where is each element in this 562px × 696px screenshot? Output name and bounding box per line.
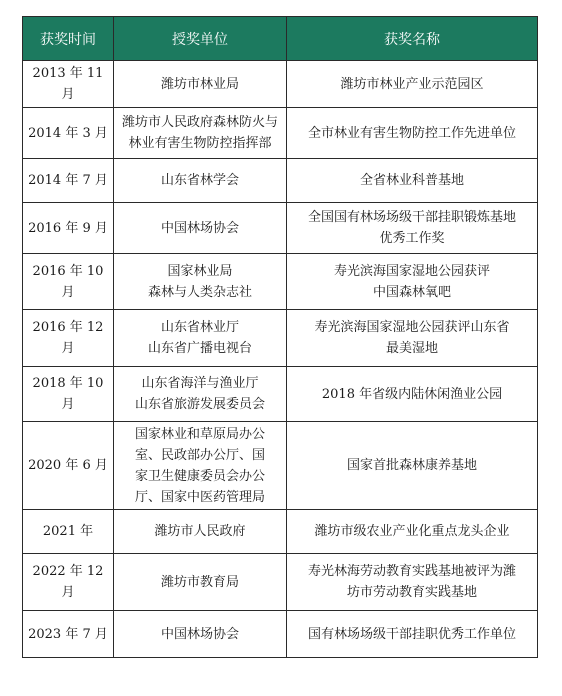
- awards-table: [22, 16, 538, 658]
- award-name-cell-line: 寿光滨海国家湿地公园获评: [333, 263, 490, 279]
- awarding-unit-cell-line: 厅、国家中医药管理局: [134, 489, 265, 505]
- award-time-cell: 2013 年 11 月: [23, 61, 114, 108]
- award-name-cell-line: 国家首批森林康养基地: [346, 458, 477, 473]
- award-name-cell: [287, 159, 538, 203]
- award-name-cell: [287, 108, 538, 159]
- awarding-unit-cell-line: 山东省林业厅: [160, 320, 239, 335]
- award-name-cell-line: 2018 年省级内陆休闲渔业公园: [321, 386, 503, 402]
- award-name-cell-line: 最美湿地: [385, 341, 438, 356]
- awarding-unit-cell-line: 森林与人类杂志社: [147, 284, 252, 300]
- awarding-unit-cell-line: 山东省旅游发展委员会: [134, 397, 265, 412]
- table-row: [23, 554, 538, 611]
- table-row: [23, 203, 538, 254]
- table-row: [23, 367, 538, 422]
- table-header-row: [23, 17, 538, 61]
- awarding-unit-cell-line: 山东省海洋与渔业厅: [141, 376, 259, 391]
- awarding-unit-cell: [114, 510, 287, 554]
- table-body: [23, 61, 538, 658]
- awarding-unit-cell-line: 山东省广播电视台: [147, 341, 252, 356]
- award-time-cell: 2021 年: [23, 510, 114, 554]
- award-time-cell: 2016 年 12 月: [23, 310, 114, 367]
- table-row: [23, 61, 538, 108]
- award-name-cell-line: 中国森林氧吧: [372, 284, 451, 300]
- awarding-unit-cell-line: 室、民政部办公厅、国: [134, 447, 265, 463]
- awarding-unit-cell-line: 国家林业局: [167, 263, 233, 279]
- award-time-cell: 2020 年 6 月: [23, 422, 114, 510]
- award-name-cell-line: 国有林场场级干部挂职优秀工作单位: [307, 626, 516, 642]
- header-award-time: 获奖时间: [23, 17, 114, 61]
- award-time-cell: 2023 年 7 月: [23, 611, 114, 658]
- award-name-cell-line: 寿光林海劳动教育实践基地被评为潍: [307, 564, 516, 579]
- award-time-cell: 2016 年 9 月: [23, 203, 114, 254]
- awarding-unit-cell: [114, 367, 287, 422]
- award-time-cell: 2018 年 10 月: [23, 367, 114, 422]
- award-name-cell-line: 潍坊市级农业产业化重点龙头企业: [314, 524, 510, 539]
- award-name-cell: [287, 422, 538, 510]
- awarding-unit-cell-line: 山东省林学会: [160, 173, 239, 188]
- awarding-unit-cell-line: 国家林业和草原局办公: [134, 426, 265, 442]
- awarding-unit-cell: [114, 554, 287, 611]
- award-name-cell: [287, 254, 538, 310]
- awarding-unit-cell-line: 家卫生健康委员会办公: [134, 468, 265, 484]
- award-name-cell-line: 寿光滨海国家湿地公园获评山东省: [314, 320, 510, 335]
- award-name-cell-line: 全国国有林场场级干部挂职锻炼基地: [307, 210, 516, 225]
- header-awarding-unit: 授奖单位: [114, 17, 287, 61]
- award-time-cell: 2022 年 12 月: [23, 554, 114, 611]
- awarding-unit-cell-line: 潍坊市人民政府森林防火与: [121, 115, 278, 130]
- table-row: [23, 159, 538, 203]
- awarding-unit-cell: [114, 310, 287, 367]
- award-name-cell: [287, 510, 538, 554]
- awarding-unit-cell-line: 中国林场协会: [160, 220, 239, 236]
- awarding-unit-cell-line: 中国林场协会: [160, 626, 239, 642]
- awarding-unit-cell: [114, 611, 287, 658]
- award-name-cell: [287, 367, 538, 422]
- table-row: [23, 422, 538, 510]
- award-name-cell-line: 潍坊市林业产业示范园区: [340, 76, 484, 92]
- award-name-cell: [287, 611, 538, 658]
- awarding-unit-cell: [114, 108, 287, 159]
- awarding-unit-cell: [114, 254, 287, 310]
- awarding-unit-cell: [114, 422, 287, 510]
- award-name-cell: [287, 310, 538, 367]
- award-time-cell: 2014 年 7 月: [23, 159, 114, 203]
- awarding-unit-cell-line: 潍坊市人民政府: [154, 524, 246, 539]
- award-name-cell: [287, 203, 538, 254]
- table-row: [23, 510, 538, 554]
- award-time-cell: 2016 年 10 月: [23, 254, 114, 310]
- award-name-cell-line: 坊市劳动教育实践基地: [346, 585, 477, 600]
- awarding-unit-cell: [114, 203, 287, 254]
- awarding-unit-cell: [114, 61, 287, 108]
- table-row: [23, 310, 538, 367]
- table-row: [23, 254, 538, 310]
- awarding-unit-cell: [114, 159, 287, 203]
- awarding-unit-cell-line: 潍坊市教育局: [160, 574, 239, 590]
- header-award-name: 获奖名称: [287, 17, 538, 61]
- table-row: [23, 108, 538, 159]
- awarding-unit-cell-line: 林业有害生物防控指挥部: [128, 136, 272, 151]
- award-name-cell: [287, 554, 538, 611]
- award-name-cell: [287, 61, 538, 108]
- awarding-unit-cell-line: 潍坊市林业局: [160, 76, 239, 92]
- award-name-cell-line: 全省林业科普基地: [359, 173, 464, 188]
- award-name-cell-line: 全市林业有害生物防控工作先进单位: [307, 125, 516, 141]
- table-row: [23, 611, 538, 658]
- award-time-cell: 2014 年 3 月: [23, 108, 114, 159]
- award-name-cell-line: 优秀工作奖: [379, 231, 445, 246]
